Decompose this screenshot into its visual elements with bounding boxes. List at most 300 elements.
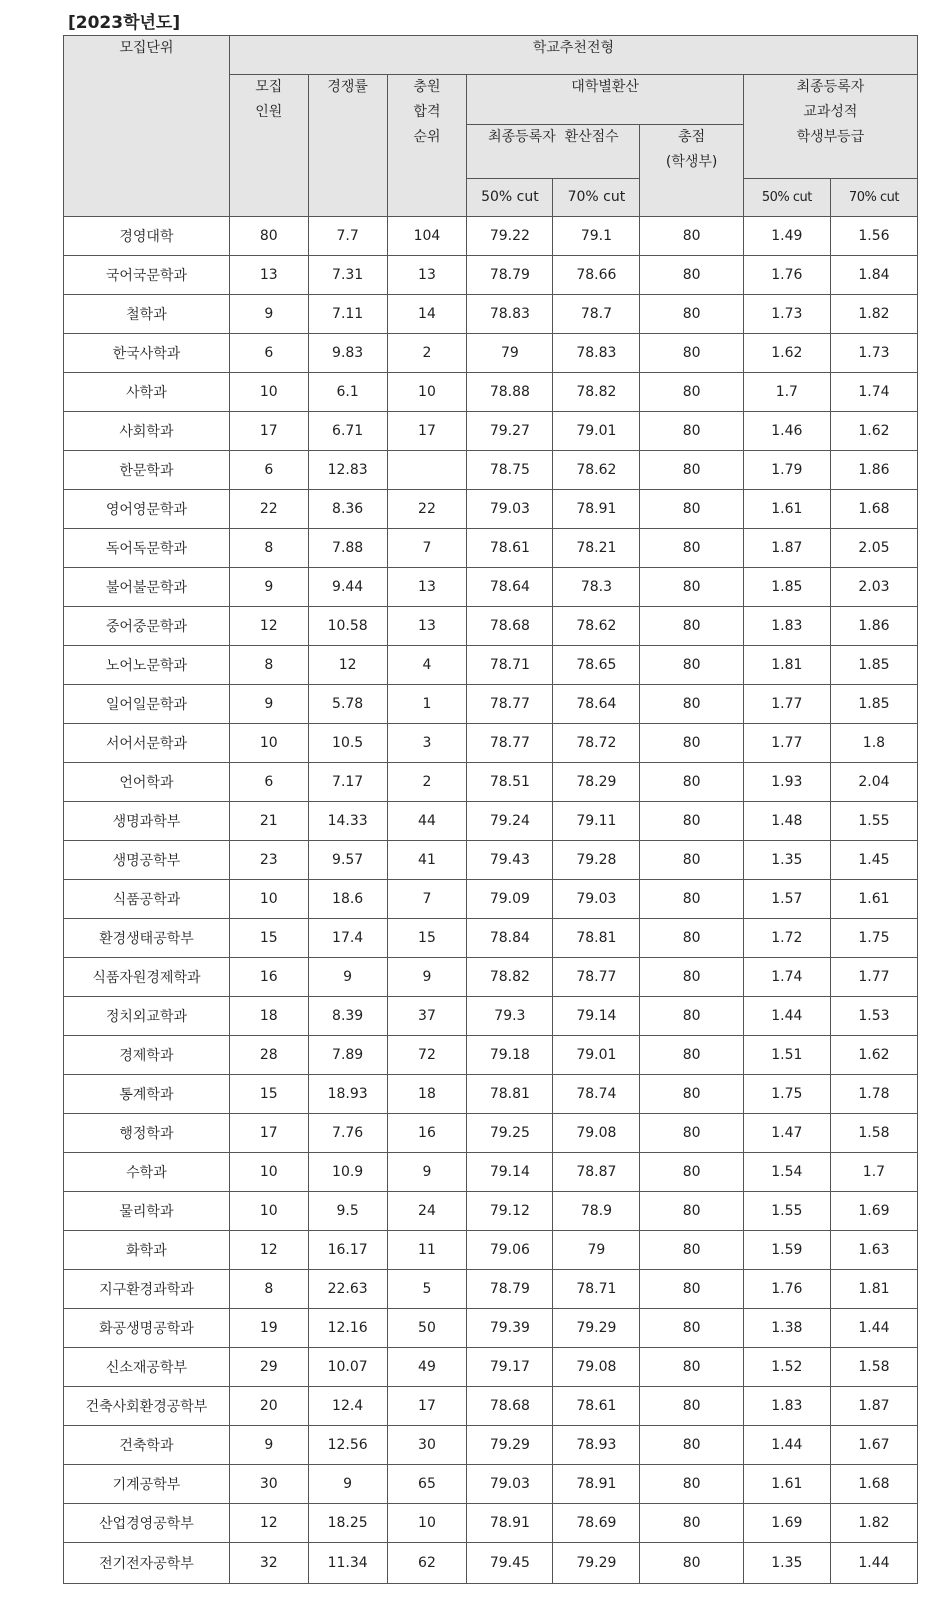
table-row <box>64 646 918 685</box>
cell-score-cut50: 78.82 <box>467 958 553 997</box>
cell-unit: 불어불문학과 <box>64 568 230 607</box>
table-row <box>64 1387 918 1426</box>
cell-quota: 10 <box>229 373 308 412</box>
cell-grade-cut50: 1.57 <box>743 880 830 919</box>
cell-total: 80 <box>640 529 743 568</box>
cell-unit: 행정학과 <box>64 1114 230 1153</box>
cell-quota: 8 <box>229 646 308 685</box>
table-row <box>64 607 918 646</box>
cell-total: 80 <box>640 1426 743 1465</box>
table-row <box>64 1426 918 1465</box>
cell-grade-cut50: 1.76 <box>743 1270 830 1309</box>
cell-total: 80 <box>640 568 743 607</box>
cell-quota: 17 <box>229 412 308 451</box>
cell-unit: 산업경영공학부 <box>64 1504 230 1543</box>
header-final-grade: 최종등록자 교과성적 학생부등급 <box>743 75 917 179</box>
cell-quota: 12 <box>229 1231 308 1270</box>
cell-unit: 철학과 <box>64 295 230 334</box>
cell-quota: 18 <box>229 997 308 1036</box>
cell-competition: 12 <box>308 646 387 685</box>
cell-grade-cut70: 1.85 <box>830 685 917 724</box>
cell-grade-cut50: 1.83 <box>743 1387 830 1426</box>
cell-competition: 18.6 <box>308 880 387 919</box>
cell-waitlist-rank: 13 <box>387 568 467 607</box>
cell-score-cut70: 78.71 <box>553 1270 640 1309</box>
cell-quota: 15 <box>229 1075 308 1114</box>
table-row <box>64 1543 918 1584</box>
cell-waitlist-rank: 65 <box>387 1465 467 1504</box>
page-title: [2023학년도] <box>68 13 181 33</box>
cell-unit: 정치외교학과 <box>64 997 230 1036</box>
cell-grade-cut50: 1.77 <box>743 724 830 763</box>
cell-total: 80 <box>640 1231 743 1270</box>
table-row <box>64 919 918 958</box>
cell-score-cut70: 78.7 <box>553 295 640 334</box>
cell-total: 80 <box>640 1114 743 1153</box>
cell-score-cut70: 78.87 <box>553 1153 640 1192</box>
cell-quota: 80 <box>229 217 308 256</box>
cell-unit: 생명공학부 <box>64 841 230 880</box>
cell-score-cut50: 79.09 <box>467 880 553 919</box>
cell-waitlist-rank: 72 <box>387 1036 467 1075</box>
cell-grade-cut50: 1.38 <box>743 1309 830 1348</box>
cell-score-cut50: 78.68 <box>467 1387 553 1426</box>
cell-competition: 14.33 <box>308 802 387 841</box>
cell-unit: 식품자원경제학과 <box>64 958 230 997</box>
cell-grade-cut70: 1.56 <box>830 217 917 256</box>
cell-score-cut50: 79.24 <box>467 802 553 841</box>
cell-waitlist-rank <box>387 451 467 490</box>
cell-waitlist-rank: 62 <box>387 1543 467 1584</box>
cell-grade-cut70: 1.62 <box>830 412 917 451</box>
cell-score-cut50: 79.39 <box>467 1309 553 1348</box>
cell-waitlist-rank: 41 <box>387 841 467 880</box>
cell-waitlist-rank: 18 <box>387 1075 467 1114</box>
cell-waitlist-rank: 10 <box>387 1504 467 1543</box>
cell-score-cut50: 78.61 <box>467 529 553 568</box>
cell-quota: 6 <box>229 763 308 802</box>
cell-grade-cut70: 1.82 <box>830 1504 917 1543</box>
cell-score-cut50: 79.43 <box>467 841 553 880</box>
cell-unit: 화학과 <box>64 1231 230 1270</box>
table-row <box>64 1348 918 1387</box>
cell-waitlist-rank: 11 <box>387 1231 467 1270</box>
cell-unit: 일어일문학과 <box>64 685 230 724</box>
cell-score-cut50: 78.68 <box>467 607 553 646</box>
cell-grade-cut50: 1.87 <box>743 529 830 568</box>
cell-unit: 독어독문학과 <box>64 529 230 568</box>
cell-competition: 8.39 <box>308 997 387 1036</box>
cell-score-cut70: 78.61 <box>553 1387 640 1426</box>
cell-grade-cut50: 1.83 <box>743 607 830 646</box>
cell-grade-cut50: 1.44 <box>743 997 830 1036</box>
cell-unit: 물리학과 <box>64 1192 230 1231</box>
cell-grade-cut70: 1.86 <box>830 607 917 646</box>
cell-quota: 22 <box>229 490 308 529</box>
cell-quota: 30 <box>229 1465 308 1504</box>
cell-grade-cut70: 1.58 <box>830 1114 917 1153</box>
table-row <box>64 1231 918 1270</box>
cell-total: 80 <box>640 724 743 763</box>
cell-score-cut50: 79.17 <box>467 1348 553 1387</box>
cell-total: 80 <box>640 373 743 412</box>
cell-score-cut70: 78.77 <box>553 958 640 997</box>
cell-score-cut50: 78.75 <box>467 451 553 490</box>
cell-score-cut70: 78.62 <box>553 607 640 646</box>
cell-competition: 7.17 <box>308 763 387 802</box>
cell-grade-cut70: 1.69 <box>830 1192 917 1231</box>
cell-total: 80 <box>640 763 743 802</box>
cell-score-cut50: 78.88 <box>467 373 553 412</box>
cell-total: 80 <box>640 880 743 919</box>
cell-score-cut70: 78.91 <box>553 490 640 529</box>
cell-grade-cut50: 1.81 <box>743 646 830 685</box>
cell-score-cut70: 78.83 <box>553 334 640 373</box>
cell-total: 80 <box>640 295 743 334</box>
cell-grade-cut50: 1.77 <box>743 685 830 724</box>
header-grade-cut50: 50% cut <box>743 179 830 217</box>
cell-grade-cut70: 1.74 <box>830 373 917 412</box>
cell-quota: 9 <box>229 568 308 607</box>
cell-unit: 사학과 <box>64 373 230 412</box>
cell-grade-cut50: 1.54 <box>743 1153 830 1192</box>
cell-quota: 28 <box>229 1036 308 1075</box>
table-body <box>64 217 918 1584</box>
cell-unit: 환경생태공학부 <box>64 919 230 958</box>
cell-unit: 식품공학과 <box>64 880 230 919</box>
cell-competition: 18.25 <box>308 1504 387 1543</box>
cell-score-cut70: 78.64 <box>553 685 640 724</box>
cell-grade-cut70: 1.82 <box>830 295 917 334</box>
cell-total: 80 <box>640 1075 743 1114</box>
cell-score-cut70: 79.14 <box>553 997 640 1036</box>
cell-unit: 한문학과 <box>64 451 230 490</box>
cell-score-cut70: 79.08 <box>553 1114 640 1153</box>
cell-total: 80 <box>640 646 743 685</box>
table-row <box>64 334 918 373</box>
cell-grade-cut70: 1.85 <box>830 646 917 685</box>
cell-waitlist-rank: 2 <box>387 763 467 802</box>
cell-grade-cut50: 1.55 <box>743 1192 830 1231</box>
cell-total: 80 <box>640 334 743 373</box>
cell-grade-cut50: 1.59 <box>743 1231 830 1270</box>
cell-competition: 10.9 <box>308 1153 387 1192</box>
cell-unit: 노어노문학과 <box>64 646 230 685</box>
cell-unit: 전기전자공학부 <box>64 1543 230 1584</box>
cell-competition: 6.1 <box>308 373 387 412</box>
table-row <box>64 685 918 724</box>
table-row <box>64 1192 918 1231</box>
cell-quota: 6 <box>229 334 308 373</box>
cell-waitlist-rank: 37 <box>387 997 467 1036</box>
cell-total: 80 <box>640 412 743 451</box>
cell-competition: 7.31 <box>308 256 387 295</box>
table-row <box>64 1270 918 1309</box>
cell-total: 80 <box>640 1348 743 1387</box>
cell-competition: 7.7 <box>308 217 387 256</box>
cell-competition: 9.44 <box>308 568 387 607</box>
header-grade-cut70: 70% cut <box>830 179 917 217</box>
cell-unit: 건축학과 <box>64 1426 230 1465</box>
cell-grade-cut70: 2.04 <box>830 763 917 802</box>
cell-total: 80 <box>640 1192 743 1231</box>
cell-grade-cut50: 1.49 <box>743 217 830 256</box>
cell-waitlist-rank: 13 <box>387 256 467 295</box>
cell-total: 80 <box>640 451 743 490</box>
cell-total: 80 <box>640 1036 743 1075</box>
table-row <box>64 490 918 529</box>
cell-waitlist-rank: 7 <box>387 529 467 568</box>
cell-unit: 통계학과 <box>64 1075 230 1114</box>
cell-waitlist-rank: 4 <box>387 646 467 685</box>
cell-waitlist-rank: 104 <box>387 217 467 256</box>
cell-unit: 경영대학 <box>64 217 230 256</box>
cell-score-cut50: 78.71 <box>467 646 553 685</box>
cell-competition: 11.34 <box>308 1543 387 1584</box>
cell-total: 80 <box>640 1309 743 1348</box>
header-final-score: 최종등록자 환산점수 <box>467 125 640 179</box>
cell-score-cut50: 79.27 <box>467 412 553 451</box>
cell-quota: 16 <box>229 958 308 997</box>
cell-grade-cut50: 1.46 <box>743 412 830 451</box>
cell-competition: 9.83 <box>308 334 387 373</box>
cell-score-cut50: 79.03 <box>467 490 553 529</box>
cell-quota: 8 <box>229 529 308 568</box>
cell-score-cut70: 79.29 <box>553 1309 640 1348</box>
cell-score-cut70: 78.91 <box>553 1465 640 1504</box>
cell-competition: 18.93 <box>308 1075 387 1114</box>
cell-grade-cut50: 1.47 <box>743 1114 830 1153</box>
cell-grade-cut70: 1.45 <box>830 841 917 880</box>
cell-total: 80 <box>640 1153 743 1192</box>
cell-grade-cut70: 1.73 <box>830 334 917 373</box>
cell-total: 80 <box>640 607 743 646</box>
cell-unit: 수학과 <box>64 1153 230 1192</box>
cell-competition: 7.88 <box>308 529 387 568</box>
table-row <box>64 256 918 295</box>
cell-quota: 15 <box>229 919 308 958</box>
cell-competition: 10.5 <box>308 724 387 763</box>
cell-total: 80 <box>640 256 743 295</box>
cell-score-cut70: 78.29 <box>553 763 640 802</box>
cell-waitlist-rank: 17 <box>387 1387 467 1426</box>
header-waitlist-rank: 충원 합격 순위 <box>387 75 467 217</box>
cell-competition: 12.83 <box>308 451 387 490</box>
cell-grade-cut50: 1.74 <box>743 958 830 997</box>
cell-competition: 9.57 <box>308 841 387 880</box>
cell-score-cut50: 78.77 <box>467 685 553 724</box>
cell-waitlist-rank: 5 <box>387 1270 467 1309</box>
cell-grade-cut50: 1.75 <box>743 1075 830 1114</box>
cell-unit: 건축사회환경공학부 <box>64 1387 230 1426</box>
cell-grade-cut50: 1.35 <box>743 1543 830 1584</box>
cell-competition: 7.89 <box>308 1036 387 1075</box>
cell-unit: 경제학과 <box>64 1036 230 1075</box>
cell-grade-cut50: 1.79 <box>743 451 830 490</box>
cell-unit: 기계공학부 <box>64 1465 230 1504</box>
table-row <box>64 568 918 607</box>
cell-waitlist-rank: 14 <box>387 295 467 334</box>
cell-score-cut50: 78.83 <box>467 295 553 334</box>
cell-grade-cut70: 1.77 <box>830 958 917 997</box>
cell-grade-cut50: 1.93 <box>743 763 830 802</box>
cell-waitlist-rank: 9 <box>387 1153 467 1192</box>
table-row <box>64 217 918 256</box>
cell-score-cut70: 78.74 <box>553 1075 640 1114</box>
cell-total: 80 <box>640 1465 743 1504</box>
cell-grade-cut50: 1.52 <box>743 1348 830 1387</box>
cell-total: 80 <box>640 1387 743 1426</box>
cell-score-cut70: 78.72 <box>553 724 640 763</box>
cell-score-cut70: 78.81 <box>553 919 640 958</box>
table-row <box>64 802 918 841</box>
cell-grade-cut70: 1.67 <box>830 1426 917 1465</box>
cell-competition: 5.78 <box>308 685 387 724</box>
cell-quota: 10 <box>229 880 308 919</box>
cell-score-cut50: 79.14 <box>467 1153 553 1192</box>
cell-score-cut50: 78.51 <box>467 763 553 802</box>
cell-competition: 22.63 <box>308 1270 387 1309</box>
cell-total: 80 <box>640 490 743 529</box>
header-conversion: 대학별환산 <box>467 75 743 125</box>
table-row <box>64 295 918 334</box>
cell-competition: 12.4 <box>308 1387 387 1426</box>
cell-grade-cut70: 1.87 <box>830 1387 917 1426</box>
cell-score-cut70: 78.21 <box>553 529 640 568</box>
cell-unit: 언어학과 <box>64 763 230 802</box>
cell-quota: 29 <box>229 1348 308 1387</box>
cell-waitlist-rank: 22 <box>387 490 467 529</box>
cell-grade-cut70: 1.62 <box>830 1036 917 1075</box>
cell-waitlist-rank: 30 <box>387 1426 467 1465</box>
table-row <box>64 1153 918 1192</box>
cell-score-cut50: 79.06 <box>467 1231 553 1270</box>
cell-grade-cut70: 1.53 <box>830 997 917 1036</box>
cell-score-cut70: 78.9 <box>553 1192 640 1231</box>
cell-grade-cut70: 1.44 <box>830 1543 917 1584</box>
cell-unit: 화공생명공학과 <box>64 1309 230 1348</box>
cell-score-cut50: 79.45 <box>467 1543 553 1584</box>
cell-score-cut50: 78.64 <box>467 568 553 607</box>
table-row <box>64 1504 918 1543</box>
cell-score-cut70: 79.28 <box>553 841 640 880</box>
cell-quota: 10 <box>229 724 308 763</box>
cell-waitlist-rank: 16 <box>387 1114 467 1153</box>
cell-score-cut70: 78.62 <box>553 451 640 490</box>
table-row <box>64 724 918 763</box>
cell-score-cut70: 79.29 <box>553 1543 640 1584</box>
cell-grade-cut50: 1.35 <box>743 841 830 880</box>
cell-score-cut50: 79.3 <box>467 997 553 1036</box>
cell-waitlist-rank: 49 <box>387 1348 467 1387</box>
cell-quota: 9 <box>229 1426 308 1465</box>
cell-unit: 한국사학과 <box>64 334 230 373</box>
cell-quota: 8 <box>229 1270 308 1309</box>
table-row <box>64 997 918 1036</box>
cell-total: 80 <box>640 1504 743 1543</box>
cell-grade-cut50: 1.61 <box>743 1465 830 1504</box>
cell-score-cut50: 79.03 <box>467 1465 553 1504</box>
cell-waitlist-rank: 3 <box>387 724 467 763</box>
cell-score-cut70: 78.93 <box>553 1426 640 1465</box>
cell-total: 80 <box>640 217 743 256</box>
cell-waitlist-rank: 10 <box>387 373 467 412</box>
cell-waitlist-rank: 15 <box>387 919 467 958</box>
cell-grade-cut50: 1.76 <box>743 256 830 295</box>
cell-waitlist-rank: 24 <box>387 1192 467 1231</box>
cell-score-cut50: 79.22 <box>467 217 553 256</box>
cell-score-cut70: 79.01 <box>553 412 640 451</box>
cell-competition: 9 <box>308 958 387 997</box>
cell-total: 80 <box>640 958 743 997</box>
cell-total: 80 <box>640 1270 743 1309</box>
header-quota: 모집 인원 <box>229 75 308 217</box>
cell-grade-cut70: 2.05 <box>830 529 917 568</box>
cell-score-cut70: 79.03 <box>553 880 640 919</box>
cell-total: 80 <box>640 841 743 880</box>
cell-unit: 사회학과 <box>64 412 230 451</box>
table-row <box>64 880 918 919</box>
cell-competition: 7.11 <box>308 295 387 334</box>
cell-score-cut70: 78.3 <box>553 568 640 607</box>
cell-quota: 17 <box>229 1114 308 1153</box>
cell-competition: 17.4 <box>308 919 387 958</box>
header-score-cut70: 70% cut <box>553 179 640 217</box>
cell-grade-cut70: 1.58 <box>830 1348 917 1387</box>
cell-grade-cut50: 1.61 <box>743 490 830 529</box>
cell-unit: 지구환경과학과 <box>64 1270 230 1309</box>
cell-score-cut50: 78.91 <box>467 1504 553 1543</box>
cell-grade-cut70: 1.68 <box>830 1465 917 1504</box>
cell-grade-cut50: 1.48 <box>743 802 830 841</box>
header-unit: 모집단위 <box>64 36 230 217</box>
cell-grade-cut50: 1.51 <box>743 1036 830 1075</box>
cell-score-cut50: 78.84 <box>467 919 553 958</box>
cell-waitlist-rank: 2 <box>387 334 467 373</box>
cell-grade-cut70: 1.68 <box>830 490 917 529</box>
cell-grade-cut70: 1.61 <box>830 880 917 919</box>
cell-score-cut50: 79.29 <box>467 1426 553 1465</box>
header-track: 학교추천전형 <box>229 36 917 75</box>
table-row <box>64 1309 918 1348</box>
cell-total: 80 <box>640 919 743 958</box>
cell-unit: 영어영문학과 <box>64 490 230 529</box>
cell-score-cut50: 79.25 <box>467 1114 553 1153</box>
admission-results-table <box>63 35 918 1584</box>
cell-grade-cut50: 1.85 <box>743 568 830 607</box>
table-row <box>64 1114 918 1153</box>
cell-grade-cut70: 1.8 <box>830 724 917 763</box>
cell-score-cut50: 79.18 <box>467 1036 553 1075</box>
table-row <box>64 1465 918 1504</box>
cell-quota: 12 <box>229 1504 308 1543</box>
cell-waitlist-rank: 9 <box>387 958 467 997</box>
cell-grade-cut50: 1.44 <box>743 1426 830 1465</box>
cell-grade-cut70: 1.75 <box>830 919 917 958</box>
table-row <box>64 373 918 412</box>
cell-score-cut50: 78.77 <box>467 724 553 763</box>
cell-quota: 12 <box>229 607 308 646</box>
cell-score-cut50: 78.79 <box>467 256 553 295</box>
cell-score-cut50: 78.79 <box>467 1270 553 1309</box>
cell-score-cut70: 79.08 <box>553 1348 640 1387</box>
cell-competition: 9 <box>308 1465 387 1504</box>
cell-quota: 10 <box>229 1153 308 1192</box>
cell-grade-cut70: 1.63 <box>830 1231 917 1270</box>
table-row <box>64 841 918 880</box>
table-row <box>64 529 918 568</box>
cell-waitlist-rank: 1 <box>387 685 467 724</box>
